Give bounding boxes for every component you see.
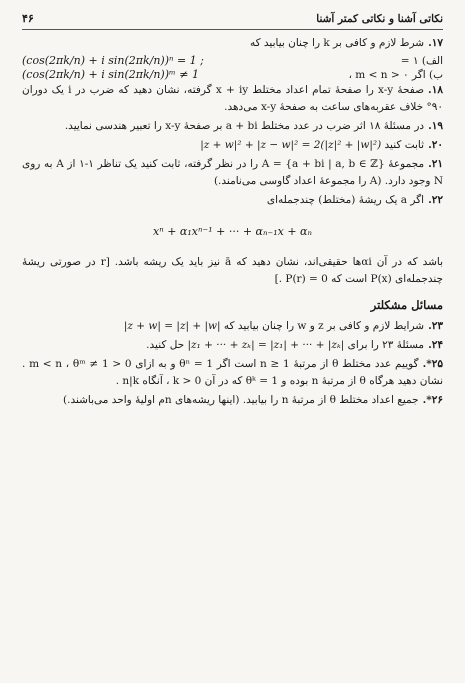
problem-19: ۱۹.در مسئلهٔ ۱۸ اثر ضرب در عدد مختلط a + bi بر صفحهٔ x-y را تعبیر هندسی نمایید.	[64, 120, 443, 132]
page-number: ۴۶	[22, 12, 34, 25]
problem-25: ۲۵*.گوییم عدد مختلط θ از مرتبهٔ n ≥ 1 است اگر θⁿ = 1 و به ازای 0 < m < n ، θᵐ ≠ 1 . نشان دهید هرگاه θ از مرتبهٔ n بوده و θᵏ = 1 که در آن k > 0 ، آنگاه n|k .	[22, 358, 443, 387]
section-title: مسائل مشکلتر	[370, 298, 443, 312]
problem-21: ۲۱.مجموعهٔ A = {a + bi | a, b ∈ ℤ} را در نظر گرفته، ثابت کنید یک تناظر ۱-۱ از A به روی N وجود دارد. (A را مجموعهٔ اعداد گاوسی می‌نامند.)	[22, 158, 444, 187]
polynomial-display: xⁿ + α₁xⁿ⁻¹ + ··· + αₙ₋₁x + αₙ	[153, 225, 312, 238]
problem-26: ۲۶*.جمیع اعداد مختلط θ از مرتبهٔ n را بیابید. (اینها ریشه‌های nم اولیهٔ واحد می‌باشند.)	[63, 394, 443, 406]
problem-18: ۱۸.صفحهٔ x-y را صفحهٔ تمام اعداد مختلط x + iy گرفته، نشان دهید که ضرب در i یک دوران ۹۰° خلاف عقربه‌های ساعت به صفحهٔ x-y می‌دهد.	[22, 84, 443, 113]
page-header	[22, 12, 443, 30]
problem-17-a: الف) ۱ = (cos(2πk/n) + i sin(2πk/n))ⁿ = 1 ;	[22, 54, 443, 67]
problem-22-cont: باشد که در آن αiها حقیقی‌اند، نشان دهید که ā نیز باید یک ریشه باشد. [r در صورتی ریشهٔ چندجمله‌ای P(x) است که P(r) = 0 .]	[22, 256, 444, 285]
problem-17-b: ب) اگر ۰ < m < n ، (cos(2πk/n) + i sin(2πk/n))ᵐ ≠ 1	[22, 68, 443, 81]
problem-17: ۱۷.شرط لازم و کافی بر k را چنان بیابید که	[249, 37, 443, 49]
problem-23: ۲۳.شرایط لازم و کافی بر z و w را چنان بیابید که |z + w| = |z| + |w|	[123, 320, 443, 332]
problem-24: ۲۴.مسئلهٔ ۲۳ را برای |z₁ + ··· + zₖ| = |z₁| + ··· + |zₖ| حل کنید.	[146, 339, 443, 351]
problem-20: ۲۰.ثابت کنید |z + w|² + |z − w|² = 2(|z|² + |w|²)	[200, 139, 443, 151]
problem-22: ۲۲.اگر a یک ریشهٔ (مختلط) چندجمله‌ای	[266, 194, 443, 206]
running-title: نکاتی آشنا و نکاتی کمتر آشنا	[316, 13, 443, 25]
